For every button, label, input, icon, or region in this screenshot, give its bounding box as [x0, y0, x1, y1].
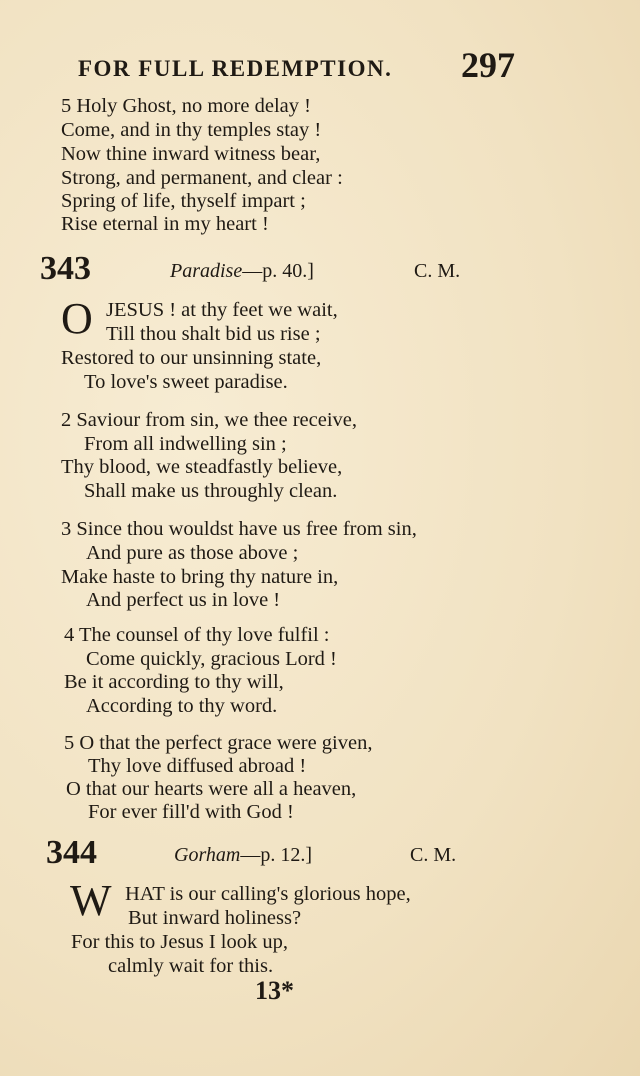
verse-line: Rise eternal in my heart ! — [61, 213, 269, 235]
verse-line: Now thine inward witness bear, — [61, 143, 321, 165]
tune-name: Gorham — [174, 844, 241, 866]
tune-page-ref: —p. 12.] — [240, 844, 312, 866]
page-number: 297 — [461, 45, 515, 85]
verse-line: HAT is our calling's glorious hope, — [125, 883, 411, 905]
header-title: FOR FULL REDEMPTION. — [78, 56, 393, 81]
verse-line: 5 O that the perfect grace were given, — [64, 732, 373, 754]
verse-line: For ever fill'd with God ! — [88, 801, 294, 823]
verse-line: To love's sweet paradise. — [84, 371, 288, 393]
meter: C. M. — [414, 260, 461, 282]
verse-line: 2 Saviour from sin, we thee receive, — [61, 409, 358, 431]
verse-line: Till thou shalt bid us rise ; — [106, 323, 321, 345]
verse-line: Come quickly, gracious Lord ! — [86, 648, 337, 670]
tune-reference — [170, 260, 314, 283]
verse-line: Make haste to bring thy nature in, — [61, 566, 339, 588]
tune-name: Paradise — [170, 260, 243, 282]
verse-line: calmly wait for this. — [108, 955, 274, 977]
tune-page-ref: —p. 40.] — [242, 260, 314, 282]
verse-line: Thy blood, we steadfastly believe, — [61, 456, 343, 478]
verse-line: JESUS ! at thy feet we wait, — [106, 299, 338, 321]
verse-line: But inward holiness? — [128, 907, 302, 929]
meter: C. M. — [410, 844, 457, 866]
verse-line: Spring of life, thyself impart ; — [61, 190, 306, 212]
verse-line: Strong, and permanent, and clear : — [61, 167, 343, 189]
verse-line: Thy love diffused abroad ! — [88, 755, 307, 777]
verse-line: Come, and in thy temples stay ! — [61, 119, 322, 141]
hymn-344-heading — [46, 834, 546, 874]
verse-line: Be it according to thy will, — [64, 671, 284, 693]
verse-line: For this to Jesus I look up, — [71, 931, 288, 953]
tune-reference — [174, 844, 312, 867]
verse-line: From all indwelling sin ; — [84, 433, 287, 455]
verse-line: And perfect us in love ! — [86, 589, 281, 611]
verse-line: 5 Holy Ghost, no more delay ! — [61, 95, 311, 117]
verse-line: Shall make us throughly clean. — [84, 480, 338, 502]
signature-mark: 13* — [255, 976, 294, 1005]
verse-line: According to thy word. — [86, 695, 278, 717]
hymn-number: 344 — [46, 834, 97, 871]
drop-cap: O — [61, 294, 93, 343]
verse-line: O that our hearts were all a heaven, — [66, 778, 357, 800]
verse-line: 4 The counsel of thy love fulfil : — [64, 624, 330, 646]
verse-line: And pure as those above ; — [86, 542, 299, 564]
running-header — [78, 44, 538, 84]
drop-cap: W — [70, 876, 112, 925]
hymn-343-heading — [40, 250, 540, 290]
hymn-number: 343 — [40, 250, 91, 287]
verse-line: Restored to our unsinning state, — [61, 347, 322, 369]
verse-line: 3 Since thou wouldst have us free from sin, — [61, 518, 417, 540]
